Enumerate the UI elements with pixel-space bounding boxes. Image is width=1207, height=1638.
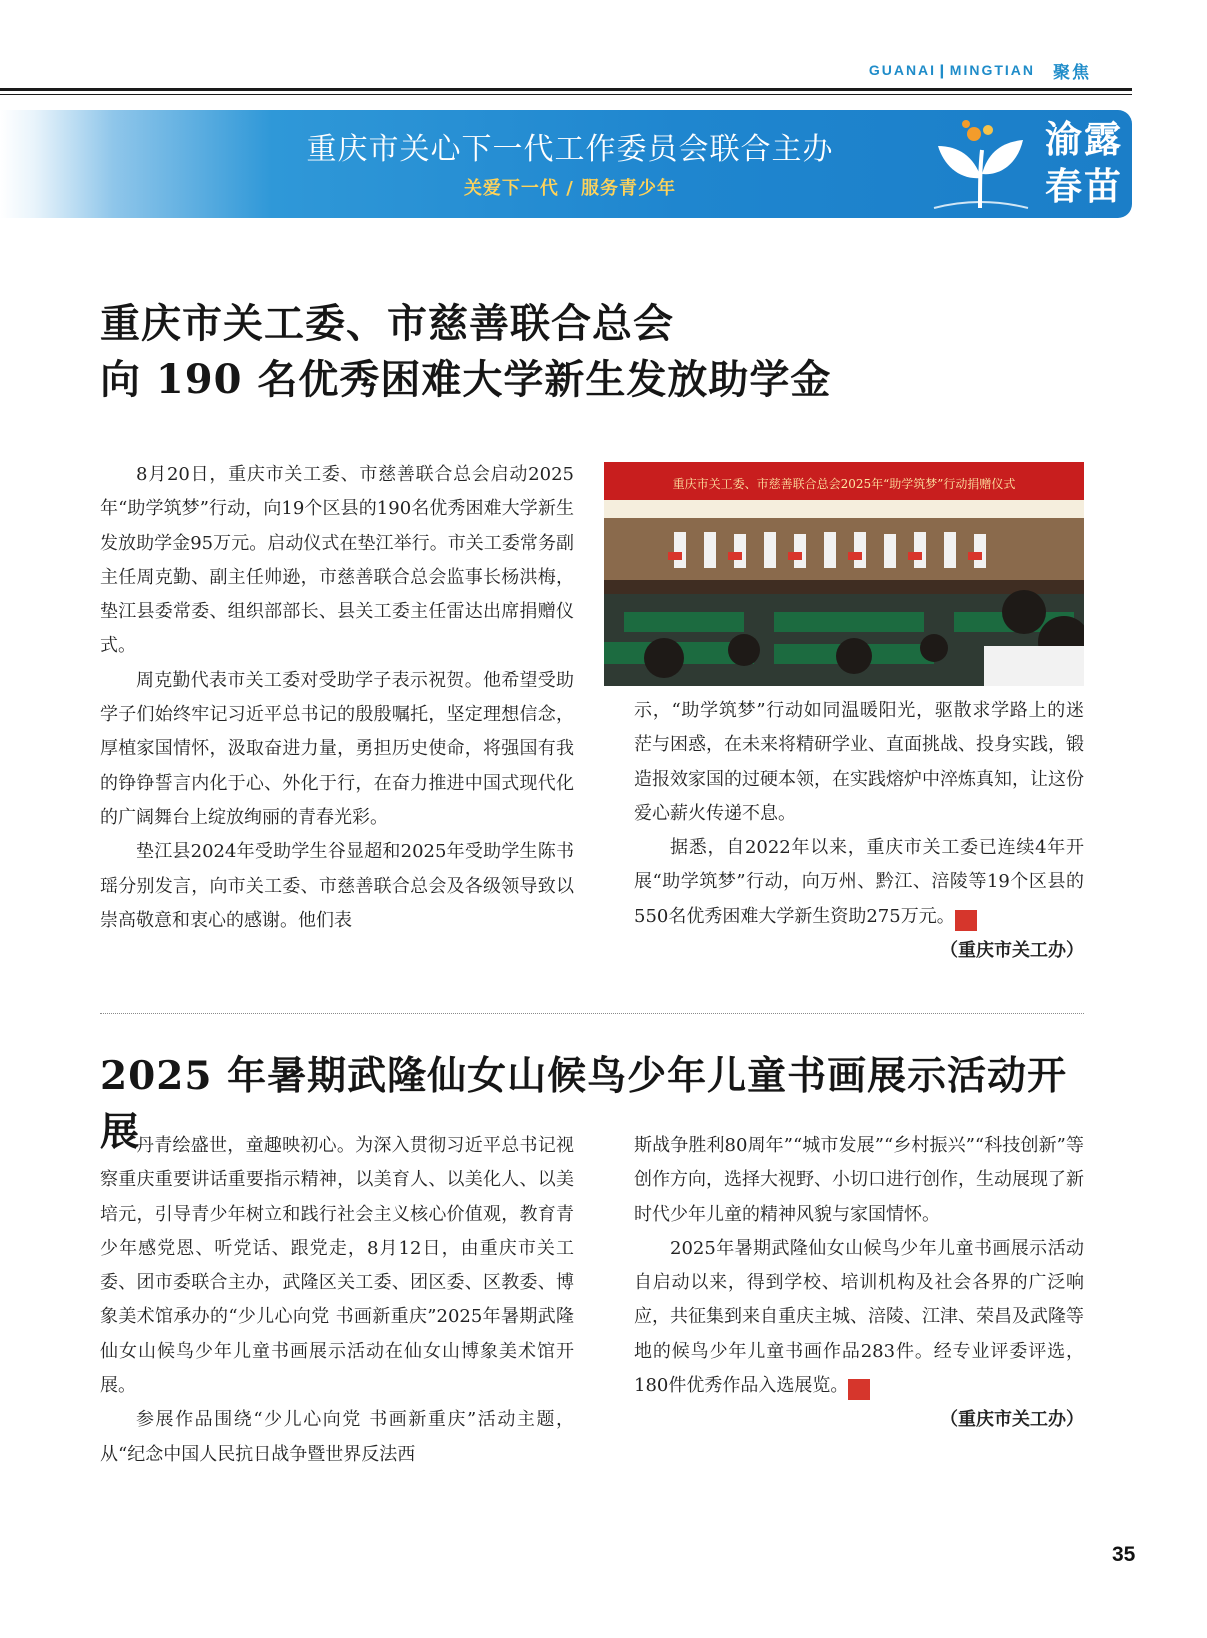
article1-title [100,296,1080,408]
brand-line-1: 渝露 [1045,118,1123,161]
article1-title-line1: 重庆市关工委、市慈善联合总会 [100,300,674,347]
article1-paragraph: 周克勤代表市关工委对受助学子表示祝贺。他希望受助学子们始终牢记习近平总书记的殷殷嘱托，坚定理想信念，厚植家国情怀，汲取奋进力量，勇担历史使命，将强国有我的铮铮誓言内化于心、外化于行，在奋力推进中国式现代化的广阔舞台上绽放绚丽的青春光彩。 [100,669,574,828]
article1-right-column [634,694,1084,968]
end-mark-icon: 关 [848,1379,870,1400]
article1-credit: （重庆市关工办） [940,940,1084,962]
article1-final-text: 据悉，自2022年以来，重庆市关工委已连续4年开展“助学筑梦”行动，向万州、黔江、涪陵等19个区县的550名优秀困难大学新生资助275万元。 [634,837,1084,927]
end-mark-icon: 关 [955,910,977,931]
ceremony-photo-illustration [604,462,1084,686]
article2-right-column [634,1129,1084,1438]
column-banner [0,110,1132,218]
article2-left-column [100,1129,574,1472]
magazine-brand: GUANAI❙MINGTIAN [868,61,1035,78]
article2-paragraph-continued: 斯战争胜利80周年”“城市发展”“乡村振兴”“科技创新”等创作方向，选择大视野、小切口进行创作，生动展现了新时代少年儿童的精神风貌与家国情怀。 [634,1135,1084,1225]
header-rule-thin [0,94,1132,95]
article2-paragraph [634,1232,1084,1403]
article2-title: 2025 年暑期武隆仙女山候鸟少年儿童书画展示活动开展 [100,1053,1068,1155]
article1-paragraph: 垫江县2024年受助学生谷显超和2025年受助学生陈书瑶分别发言，向市关工委、市慈善联合总会及各级领导致以崇高敬意和衷心的感谢。他们表 [100,841,574,931]
article-divider [100,1013,1084,1014]
article2-credit: （重庆市关工办） [940,1409,1084,1431]
article2-paragraph: 参展作品围绕“少儿心向党 书画新重庆”活动主题，从“纪念中国人民抗日战争暨世界反法西 [100,1409,574,1465]
sprout-logo-icon [930,116,1030,212]
article1-left-column [100,458,574,938]
article1-paragraph [634,831,1084,962]
photo-banner-text: 重庆市关工委、市慈善联合总会2025年“助学筑梦”行动捐赠仪式 [672,477,1016,491]
article1-title-line2: 向 190 名优秀困难大学新生发放助学金 [100,356,832,403]
column-brand-name [1042,116,1126,210]
article2-paragraph: 丹青绘盛世，童趣映初心。为深入贯彻习近平总书记视察重庆重要讲话重要指示精神，以美育人、以美化人、以美培元，引导青少年树立和践行社会主义核心价值观，教育青少年感党恩、听党话、跟党走，8月12日，由重庆市关工委、团市委联合主办，武隆区关工委、团区委、区教委、博象美术馆承办的“少儿心向党 书画新重庆”2025年暑期武隆仙女山候鸟少年儿童书画展示活动在仙女山博象美术馆开展。 [100,1135,574,1397]
section-label: 聚焦 [1053,62,1091,83]
page-number: 35 [1112,1543,1136,1566]
running-header [869,58,1091,82]
article1-paragraph: 8月20日，重庆市关工委、市慈善联合总会启动2025年“助学筑梦”行动，向19个区县的190名优秀困难大学新生发放助学金95万元。启动仪式在垫江举行。市关工委常务副主任周克勤、副主任帅逊，市慈善联合总会监事长杨洪梅，垫江县委常委、组织部部长、县关工委主任雷达出席捐赠仪式。 [100,464,574,657]
banner-title: 重庆市关心下一代工作委员会联合主办 [306,132,834,167]
article1-paragraph-continued: 示，“助学筑梦”行动如同温暖阳光，驱散求学路上的迷茫与困惑，在未来将精研学业、直面挑战、投身实践，锻造报效家国的过硬本领，在实践熔炉中淬炼真知，让这份爱心薪火传递不息。 [634,700,1084,824]
banner-subtitle: 关爱下一代 / 服务青少年 [463,178,677,199]
header-rule-thick [0,88,1132,91]
article2-final-text: 2025年暑期武隆仙女山候鸟少年儿童书画展示活动自启动以来，得到学校、培训机构及社会各界的广泛响应，共征集到来自重庆主城、涪陵、江津、荣昌及武隆等地的候鸟少年儿童书画作品283件。经专业评委评选，180件优秀作品入选展览。 [634,1237,1084,1397]
brand-line-2: 春苗 [1045,165,1123,208]
ceremony-photo [604,462,1084,686]
